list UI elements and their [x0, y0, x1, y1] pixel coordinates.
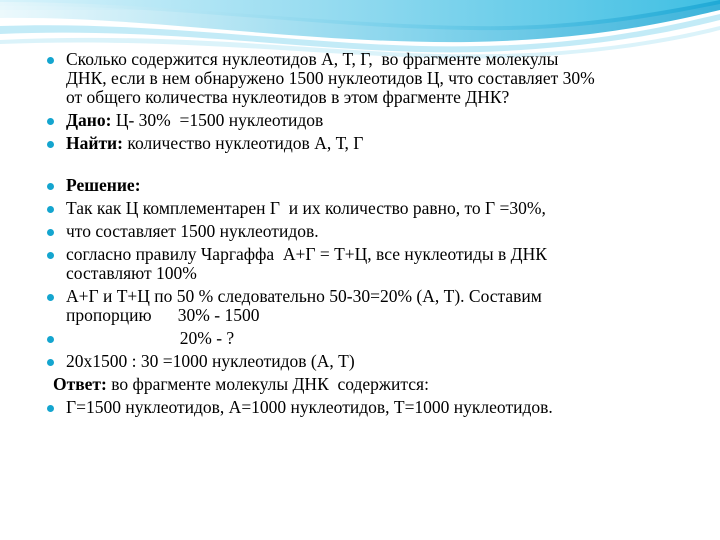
solution-step-2-text: что составляет 1500 нуклеотидов.	[66, 221, 319, 241]
solution-step-5-text: 20% - ?	[66, 328, 235, 348]
bullet-dot-icon	[47, 294, 54, 301]
question-line-3: от общего количества нуклеотидов в этом фрагменте ДНК?	[66, 87, 510, 107]
solution-step-3	[44, 245, 694, 283]
bullet-dot-icon	[47, 141, 54, 148]
given-item	[44, 111, 694, 130]
question-line-1: Сколько содержится нуклеотидов А, Т, Г, во фрагменте молекулы	[66, 49, 559, 69]
bullet-dot-icon	[47, 206, 54, 213]
answer-result-item	[44, 398, 694, 417]
question-item	[44, 50, 694, 107]
bullet-dot-icon	[47, 229, 54, 236]
solution-step-3-line-1: согласно правилу Чаргаффа А+Г = Т+Ц, все нуклеотиды в ДНК	[66, 244, 547, 264]
find-label: Найти:	[66, 133, 123, 153]
solution-step-3-line-2: составляют 100%	[66, 263, 197, 283]
slide-content	[44, 50, 694, 421]
solution-label: Решение:	[66, 175, 141, 195]
bullet-dot-icon	[47, 359, 54, 366]
solution-step-4-line-2: пропорцию 30% - 1500	[66, 305, 260, 325]
bullet-dot-icon	[47, 183, 54, 190]
bullet-dot-icon	[47, 57, 54, 64]
solution-step-6-text: 20х1500 : 30 =1000 нуклеотидов (А, Т)	[66, 351, 355, 371]
answer-result-text: Г=1500 нуклеотидов, А=1000 нуклеотидов, Т=1000 нуклеотидов.	[66, 397, 553, 417]
solution-step-4	[44, 287, 694, 325]
solution-heading-item	[44, 176, 694, 195]
solution-step-2	[44, 222, 694, 241]
solution-step-6	[44, 352, 694, 371]
find-item	[44, 134, 694, 153]
bullet-dot-icon	[47, 118, 54, 125]
given-text: Ц- 30% =1500 нуклеотидов	[111, 110, 324, 130]
solution-step-1	[44, 199, 694, 218]
answer-text: во фрагменте молекулы ДНК содержится:	[106, 374, 429, 394]
given-label: Дано:	[66, 110, 112, 130]
question-line-2: ДНК, если в нем обнаружено 1500 нуклеотидов Ц, что составляет 30%	[66, 68, 595, 88]
answer-label: Ответ:	[53, 374, 107, 394]
bullet-dot-icon	[47, 252, 54, 259]
solution-step-5	[44, 329, 694, 348]
bullet-dot-icon	[47, 405, 54, 412]
answer-item	[44, 375, 694, 394]
find-text: количество нуклеотидов А, Т, Г	[122, 133, 364, 153]
solution-step-4-line-1: А+Г и Т+Ц по 50 % следовательно 50-30=20% (А, Т). Составим	[66, 286, 542, 306]
bullet-dot-icon	[47, 336, 54, 343]
solution-step-1-text: Так как Ц комплементарен Г и их количество равно, то Г =30%,	[66, 198, 546, 218]
